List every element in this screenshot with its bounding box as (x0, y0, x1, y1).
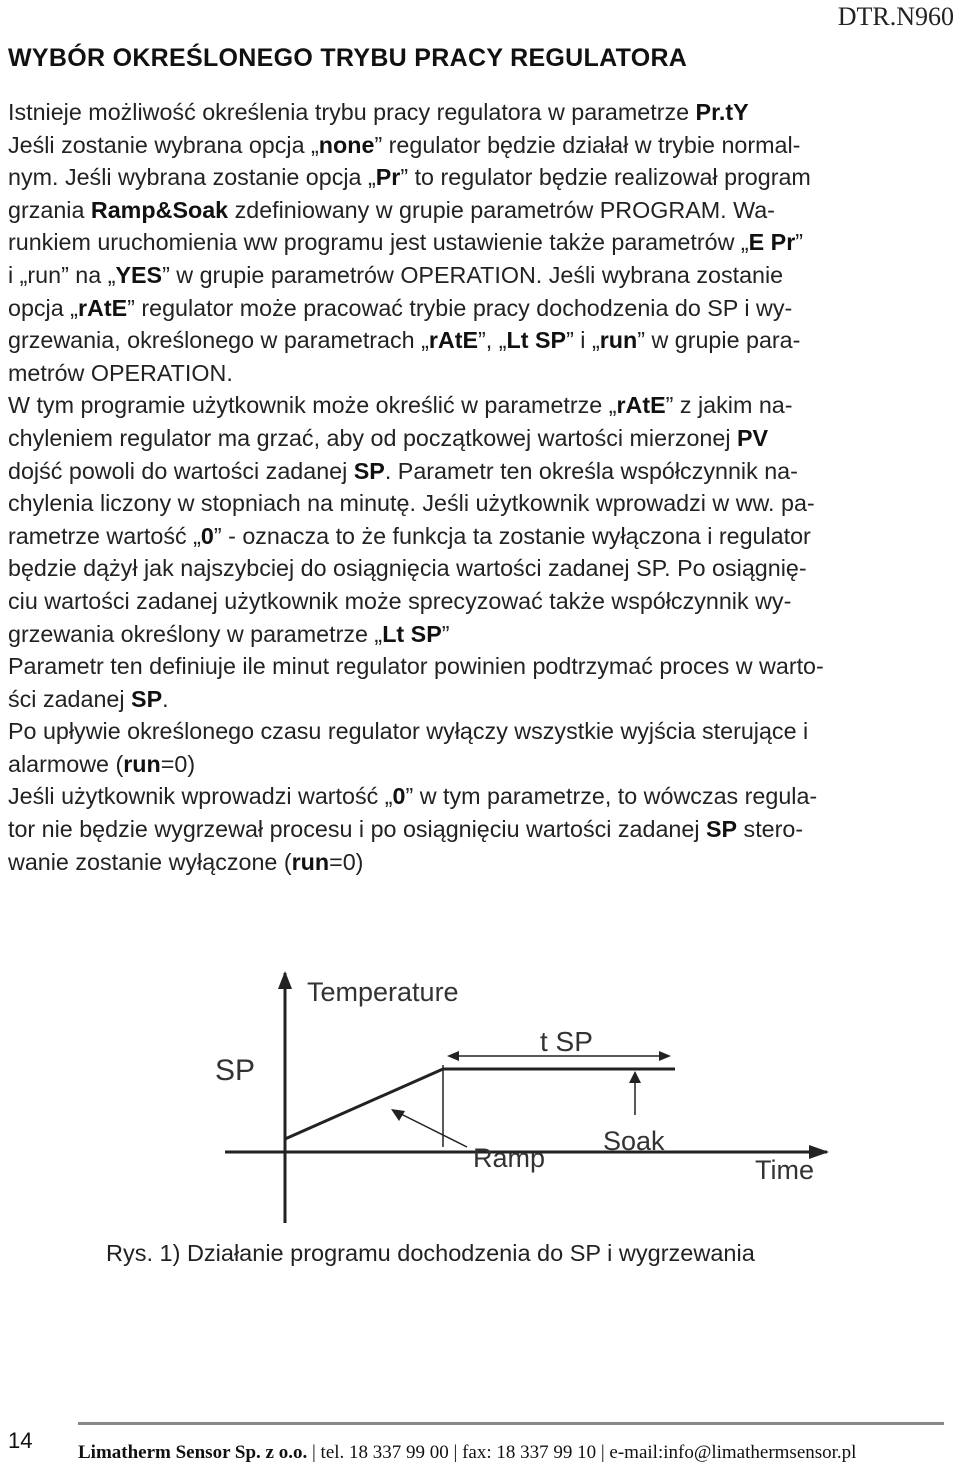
figure-caption: Rys. 1) Działanie programu dochodzenia do SP i wygrzewania (106, 1240, 755, 1266)
emphasis-term: 0 (392, 783, 406, 810)
y-axis-arrow (278, 971, 292, 989)
text-run: chyleniem regulator ma grzać, aby od początkowej wartości mierzonej (8, 424, 737, 451)
paragraph (8, 96, 944, 389)
text-run: ciu wartości zadanej użytkownik może sprecyzować także współczynnik wy- (8, 587, 792, 614)
text-run: ” regulator może pracować trybie pracy dochodzenia do SP i wy- (127, 294, 793, 321)
emphasis-term: Lt SP (506, 327, 567, 354)
emphasis-term: rAtE (428, 327, 479, 354)
y-axis-label: Temperature (307, 977, 459, 1007)
ramp-pointer (395, 1111, 467, 1147)
emphasis-term: rAtE (77, 294, 128, 321)
paragraph (8, 780, 944, 878)
text-run: chylenia liczony w stopniach na minutę. Jeśli użytkownik wprowadzi w ww. pa- (8, 490, 815, 517)
emphasis-term: SP (131, 685, 163, 712)
text-run: ści zadanej (8, 685, 132, 712)
emphasis-term: 0 (200, 522, 214, 549)
section-heading: WYBÓR OKREŚLONEGO TRYBU PRACY REGULATORA (8, 44, 688, 72)
page-number: 14 (8, 1428, 33, 1453)
tsp-label: t SP (540, 1026, 593, 1057)
sp-label: SP (215, 1054, 256, 1087)
text-run: grzania (8, 196, 91, 223)
text-run: Po upływie określonego czasu regulator wyłączy wszystkie wyjścia sterujące i (8, 718, 809, 745)
text-run: ” to regulator będzie realizował program (400, 164, 811, 191)
emphasis-term: Ramp&Soak (90, 196, 229, 223)
paragraph (8, 389, 944, 650)
text-run: opcja „ (8, 294, 78, 321)
emphasis-term: rAtE (616, 392, 666, 419)
text-run: ” i „ (566, 327, 600, 354)
paragraph (8, 715, 944, 780)
footer-contact (78, 1442, 856, 1464)
text-run: =0) (160, 750, 196, 777)
text-run: ” w tym parametrze, to wówczas regula- (405, 783, 818, 810)
ramp-label: Ramp (473, 1143, 546, 1173)
emphasis-term: run (123, 750, 161, 777)
text-run: alarmowe ( (8, 750, 124, 777)
emphasis-term: run (291, 848, 330, 875)
text-run: ” w grupie parametrów OPERATION. Jeśli wybrana zostanie (162, 261, 784, 288)
text-run: rametrze wartość „ (8, 522, 201, 549)
text-run: Jeśli zostanie wybrana opcja „ (8, 131, 319, 158)
text-run: wanie zostanie wyłączone ( (8, 848, 292, 875)
text-run: ”, „ (478, 327, 507, 354)
emphasis-term: PV (737, 424, 769, 451)
text-run: grzewania określony w parametrze „ (8, 620, 383, 647)
text-run: runkiem uruchomienia ww programu jest ustawienie także parametrów „ (8, 229, 749, 256)
text-run: ” (441, 620, 450, 647)
text-run: Jeśli użytkownik wprowadzi wartość „ (8, 783, 393, 810)
text-run: W tym programie użytkownik może określić w parametrze „ (8, 392, 617, 419)
soak-label: Soak (603, 1126, 665, 1156)
text-run: tor nie będzie wygrzewał procesu i po osiągnięciu wartości zadanej (8, 816, 706, 843)
emphasis-term: E Pr (748, 229, 796, 256)
text-run: Parametr ten definiuje ile minut regulator powinien podtrzymać proces w warto- (8, 653, 824, 680)
text-run: ” z jakim na- (665, 392, 793, 419)
body-text (8, 96, 944, 878)
text-run: będzie dążył jak najszybciej do osiągnięcia wartości zadanej SP. Po osiągnię- (8, 555, 807, 582)
emphasis-term: SP (353, 457, 385, 484)
tsp-arrow-right (659, 1051, 671, 1061)
text-run: metrów OPERATION. (8, 359, 233, 386)
text-run: nym. Jeśli wybrana zostanie opcja „ (8, 164, 376, 191)
text-run: ” - oznacza to że funkcja ta zostanie wyłączona i regulator (213, 522, 811, 549)
footer-contact-details: | tel. 18 337 99 00 | fax: 18 337 99 10 | e-mail:info@limathermsensor.pl (307, 1442, 857, 1463)
document-code: DTR.N960 (837, 2, 954, 31)
text-run: . Parametr ten określa współczynnik na- (384, 457, 798, 484)
emphasis-term: SP (706, 816, 738, 843)
paragraph (8, 650, 944, 715)
emphasis-term: Pr.tY (695, 99, 749, 125)
text-run: Istnieje możliwość określenia trybu pracy regulatora w parametrze (8, 99, 696, 125)
emphasis-term: Pr (375, 164, 401, 191)
emphasis-term: none (318, 131, 375, 158)
text-run: ” regulator będzie działał w trybie normal- (374, 131, 801, 158)
footer-rule (78, 1422, 944, 1425)
tsp-arrow-left (447, 1051, 459, 1061)
x-axis-label: Time (755, 1155, 814, 1185)
text-run: zdefiniowany w grupie parametrów PROGRAM. Wa- (228, 196, 775, 223)
text-run: ” w grupie para- (637, 327, 801, 354)
ramp-soak-diagram (215, 965, 835, 1235)
text-run: stero- (737, 816, 804, 843)
text-run: grzewania, określonego w parametrach „ (8, 327, 429, 354)
text-run: i „run” na „ (8, 261, 116, 288)
soak-pointer-head (629, 1071, 641, 1083)
text-run: dojść powoli do wartości zadanej (8, 457, 354, 484)
emphasis-term: YES (115, 261, 163, 288)
text-run: . (162, 685, 169, 712)
footer-company: Limatherm Sensor Sp. z o.o. (78, 1442, 308, 1463)
text-run: =0) (329, 848, 364, 875)
emphasis-term: Lt SP (382, 620, 442, 647)
text-run: ” (795, 229, 804, 256)
emphasis-term: run (599, 327, 638, 354)
